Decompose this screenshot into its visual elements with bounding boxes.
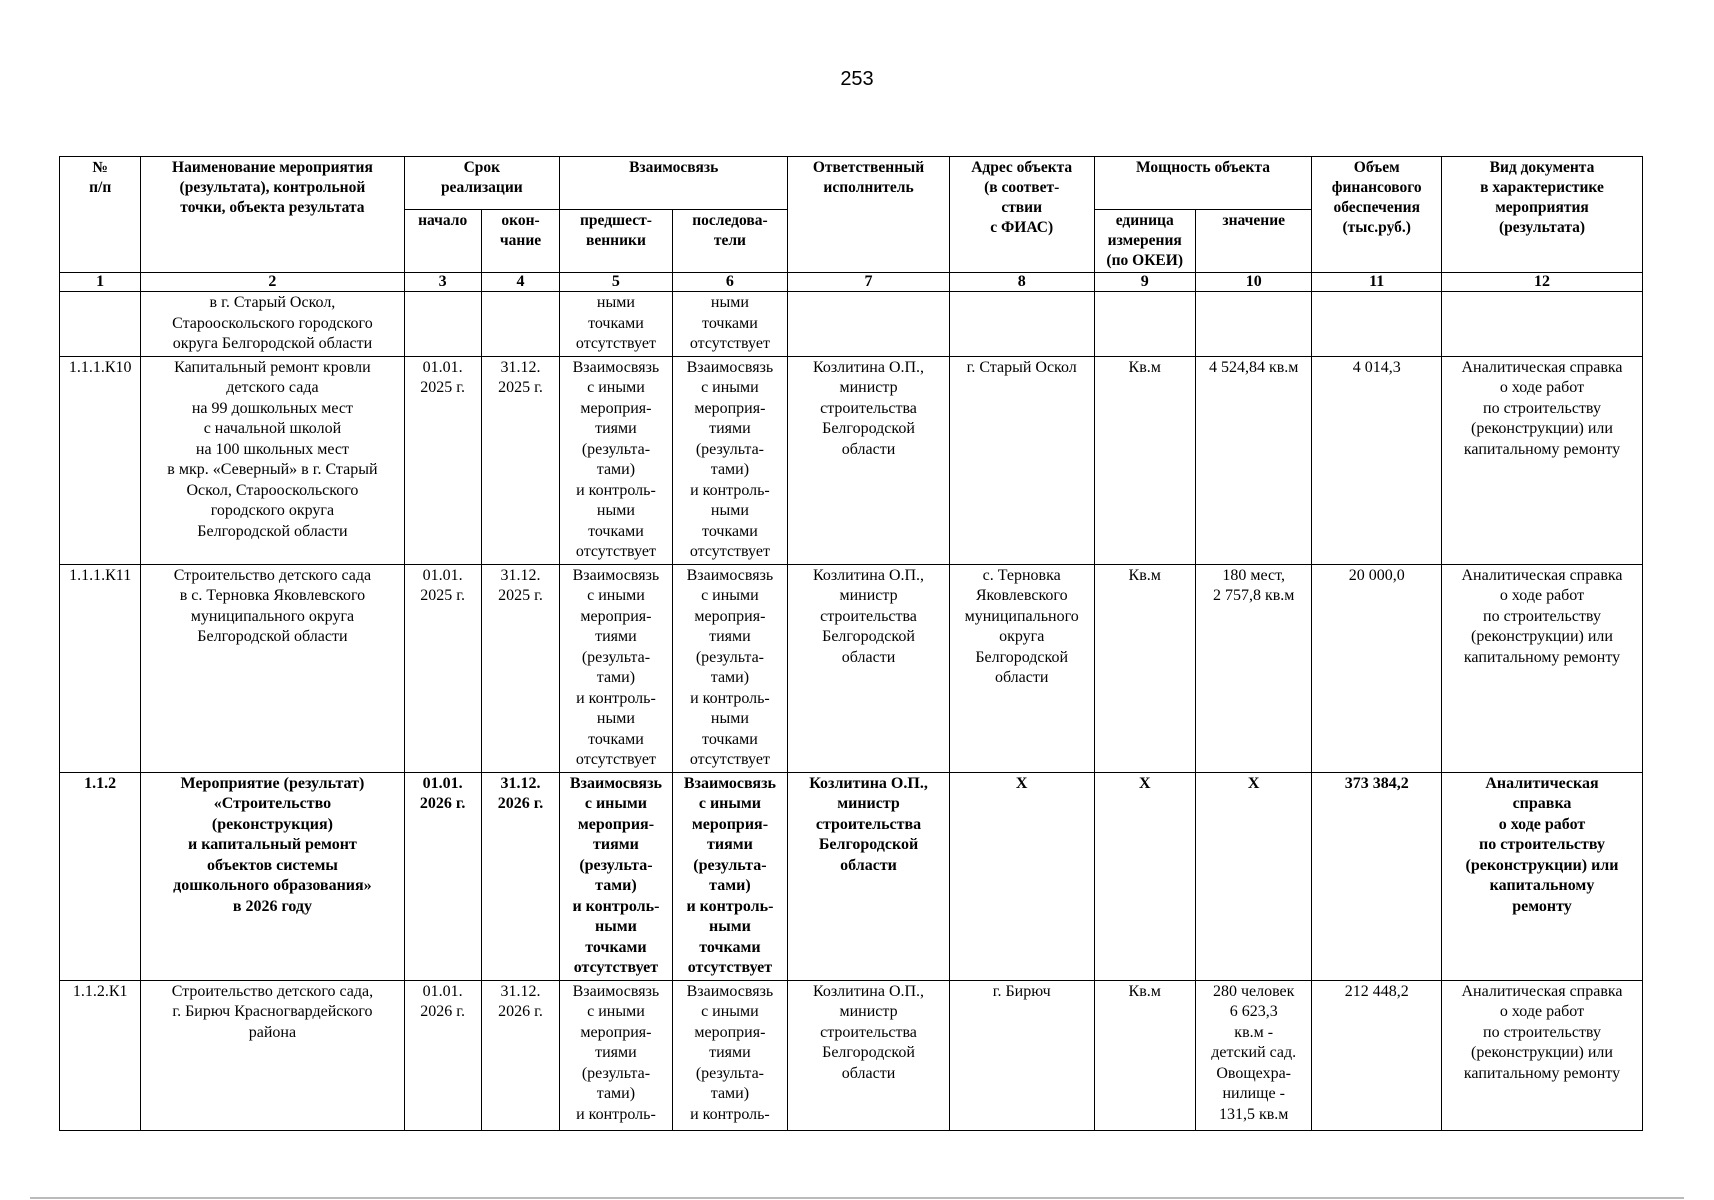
start-date-cell xyxy=(404,292,481,357)
end-date-cell: 31.12. 2025 г. xyxy=(481,564,559,772)
unit-cell: Кв.м xyxy=(1094,564,1195,772)
column-number: 4 xyxy=(481,273,559,292)
header-link: Взаимосвязь xyxy=(560,157,788,210)
table-row xyxy=(60,292,1643,357)
table-header xyxy=(60,157,1643,292)
address-cell: г. Бирюч xyxy=(949,980,1094,1130)
unit-cell: Кв.м xyxy=(1094,980,1195,1130)
responsible-cell xyxy=(788,292,950,357)
predecessors-cell: ными точками отсутствует xyxy=(560,292,672,357)
doc-type-cell: Аналитическая справка о ходе работ по строительству (реконструкции) или капитальному ремонту xyxy=(1442,772,1643,980)
column-number: 12 xyxy=(1442,273,1643,292)
start-date-cell: 01.01. 2026 г. xyxy=(404,772,481,980)
column-number: 1 xyxy=(60,273,141,292)
end-date-cell: 31.12. 2026 г. xyxy=(481,980,559,1130)
activity-name-cell: Капитальный ремонт кровли детского сада на 99 дошкольных мест с начальной школой на 100 школьных мест в мкр. «Северный» в г. Старый Оскол, Старооскольского городского округа Белгородской области xyxy=(141,356,404,564)
address-cell: с. Терновка Яковлевского муниципального округа Белгородской области xyxy=(949,564,1094,772)
funding-cell: 212 448,2 xyxy=(1312,980,1442,1130)
predecessors-cell: Взаимосвязь с иными мероприя- тиями (результа- тами) и контроль- ными точками отсутствует xyxy=(560,564,672,772)
start-date-cell: 01.01. 2025 г. xyxy=(404,356,481,564)
doc-type-cell: Аналитическая справка о ходе работ по строительству (реконструкции) или капитальному ремонту xyxy=(1442,980,1643,1130)
activity-name-cell: Строительство детского сада в с. Терновка Яковлевского муниципального округа Белгородской области xyxy=(141,564,404,772)
unit-cell: Х xyxy=(1094,772,1195,980)
row-number-cell xyxy=(60,292,141,357)
header-link-next: последова- тели xyxy=(672,210,788,273)
header-doc-type: Вид документа в характеристике мероприятия (результата) xyxy=(1442,157,1643,273)
header-term-end: окон- чание xyxy=(481,210,559,273)
column-number: 2 xyxy=(141,273,404,292)
value-cell: 180 мест, 2 757,8 кв.м xyxy=(1195,564,1312,772)
header-capacity: Мощность объекта xyxy=(1094,157,1312,210)
header-address: Адрес объекта (в соответ- ствии с ФИАС) xyxy=(949,157,1094,273)
table-row xyxy=(60,356,1643,564)
page-number: 253 xyxy=(840,68,874,90)
funding-cell xyxy=(1312,292,1442,357)
activity-name-cell: Строительство детского сада, г. Бирюч Красногвардейского района xyxy=(141,980,404,1130)
address-cell: г. Старый Оскол xyxy=(949,356,1094,564)
funding-cell: 20 000,0 xyxy=(1312,564,1442,772)
funding-cell: 373 384,2 xyxy=(1312,772,1442,980)
value-cell: 4 524,84 кв.м xyxy=(1195,356,1312,564)
row-number-cell: 1.1.2.К1 xyxy=(60,980,141,1130)
successors-cell: Взаимосвязь с иными мероприя- тиями (результа- тами) и контроль- ными точками отсутствует xyxy=(672,772,788,980)
successors-cell: Взаимосвязь с иными мероприя- тиями (результа- тами) и контроль- ными точками отсутствует xyxy=(672,356,788,564)
responsible-cell: Козлитина О.П., министр строительства Белгородской области xyxy=(788,772,950,980)
responsible-cell: Козлитина О.П., министр строительства Белгородской области xyxy=(788,356,950,564)
header-link-prev: предшест- венники xyxy=(560,210,672,273)
table-row xyxy=(60,980,1643,1130)
table-row xyxy=(60,564,1643,772)
value-cell: Х xyxy=(1195,772,1312,980)
column-number: 3 xyxy=(404,273,481,292)
row-number-cell: 1.1.1.К11 xyxy=(60,564,141,772)
unit-cell: Кв.м xyxy=(1094,356,1195,564)
responsible-cell: Козлитина О.П., министр строительства Белгородской области xyxy=(788,564,950,772)
end-date-cell: 31.12. 2026 г. xyxy=(481,772,559,980)
activity-name-cell: в г. Старый Оскол, Старооскольского городского округа Белгородской области xyxy=(141,292,404,357)
address-cell xyxy=(949,292,1094,357)
start-date-cell: 01.01. 2025 г. xyxy=(404,564,481,772)
funding-cell: 4 014,3 xyxy=(1312,356,1442,564)
header-number: № п/п xyxy=(60,157,141,273)
column-number: 5 xyxy=(560,273,672,292)
column-number: 11 xyxy=(1312,273,1442,292)
header-capacity-value: значение xyxy=(1195,210,1312,273)
address-cell: Х xyxy=(949,772,1094,980)
predecessors-cell: Взаимосвязь с иными мероприя- тиями (результа- тами) и контроль- xyxy=(560,980,672,1130)
column-number: 10 xyxy=(1195,273,1312,292)
header-funding: Объем финансового обеспечения (тыс.руб.) xyxy=(1312,157,1442,273)
doc-type-cell: Аналитическая справка о ходе работ по строительству (реконструкции) или капитальному ремонту xyxy=(1442,564,1643,772)
row-number-cell: 1.1.1.К10 xyxy=(60,356,141,564)
successors-cell: ными точками отсутствует xyxy=(672,292,788,357)
bottom-rule xyxy=(30,1197,1684,1199)
predecessors-cell: Взаимосвязь с иными мероприя- тиями (результа- тами) и контроль- ными точками отсутствует xyxy=(560,356,672,564)
value-cell xyxy=(1195,292,1312,357)
activity-name-cell: Мероприятие (результат) «Строительство (реконструкция) и капитальный ремонт объектов системы дошкольного образования» в 2026 году xyxy=(141,772,404,980)
predecessors-cell: Взаимосвязь с иными мероприя- тиями (результа- тами) и контроль- ными точками отсутствует xyxy=(560,772,672,980)
column-number: 9 xyxy=(1094,273,1195,292)
header-responsible: Ответственный исполнитель xyxy=(788,157,950,273)
unit-cell xyxy=(1094,292,1195,357)
value-cell: 280 человек 6 623,3 кв.м - детский сад. Овощехра- нилище - 131,5 кв.м xyxy=(1195,980,1312,1130)
header-term: Срок реализации xyxy=(404,157,560,210)
doc-type-cell xyxy=(1442,292,1643,357)
column-number: 6 xyxy=(672,273,788,292)
successors-cell: Взаимосвязь с иными мероприя- тиями (результа- тами) и контроль- ными точками отсутствует xyxy=(672,564,788,772)
table-body xyxy=(60,292,1643,1131)
column-number: 8 xyxy=(949,273,1094,292)
column-number: 7 xyxy=(788,273,950,292)
header-term-start: начало xyxy=(404,210,481,273)
activities-table xyxy=(59,156,1643,1131)
row-number-cell: 1.1.2 xyxy=(60,772,141,980)
header-name: Наименование мероприятия (результата), контрольной точки, объекта результата xyxy=(141,157,404,273)
end-date-cell xyxy=(481,292,559,357)
doc-type-cell: Аналитическая справка о ходе работ по строительству (реконструкции) или капитальному ремонту xyxy=(1442,356,1643,564)
successors-cell: Взаимосвязь с иными мероприя- тиями (результа- тами) и контроль- xyxy=(672,980,788,1130)
end-date-cell: 31.12. 2025 г. xyxy=(481,356,559,564)
table-row xyxy=(60,772,1643,980)
responsible-cell: Козлитина О.П., министр строительства Белгородской области xyxy=(788,980,950,1130)
start-date-cell: 01.01. 2026 г. xyxy=(404,980,481,1130)
header-capacity-unit: единица измерения (по ОКЕИ) xyxy=(1094,210,1195,273)
